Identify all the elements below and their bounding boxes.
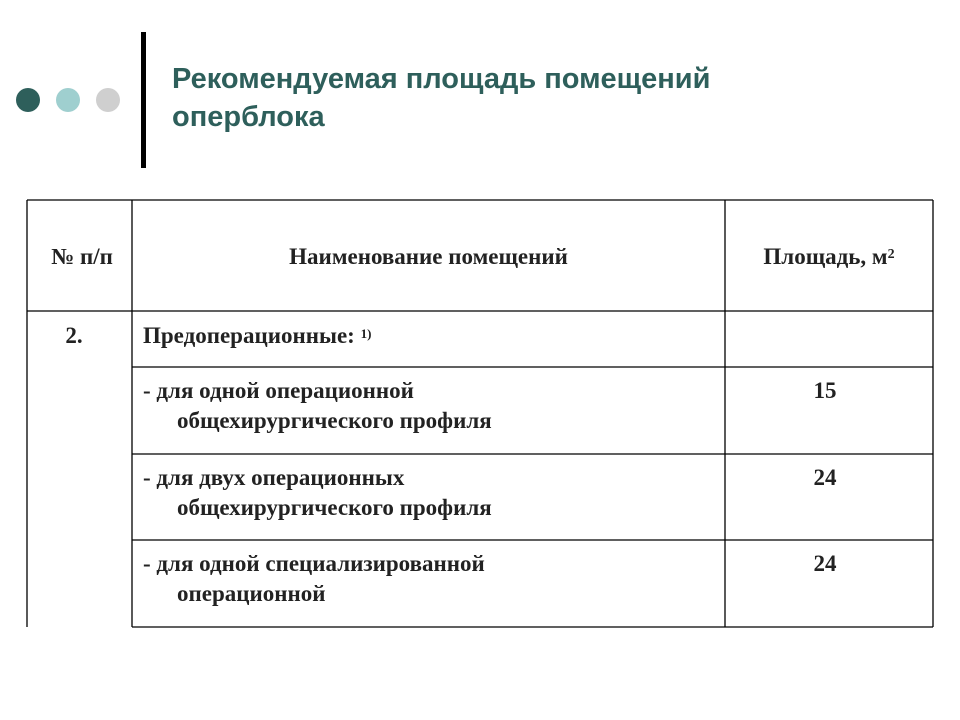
table-row-area: 24	[813, 465, 837, 490]
group-label-text: Предоперационные:	[143, 323, 361, 348]
header-area-label: Площадь, м	[763, 244, 888, 269]
table-row-area: 24	[813, 551, 837, 576]
header-number: № п/п	[51, 244, 113, 269]
group-label	[143, 321, 713, 351]
row-number: 2.	[65, 323, 83, 348]
slide-title-line-2: оперблока	[172, 101, 325, 133]
slide-title-line-1: Рекомендуемая площадь помещений	[172, 63, 711, 95]
row-name-line-2: общехирургического профиля	[177, 495, 492, 520]
header-area	[725, 242, 933, 272]
table-row-area: 15	[813, 378, 837, 403]
row-name-line-2: операционной	[177, 581, 326, 606]
row-name-line-1: - для одной специализированной	[143, 551, 485, 576]
header-room-name: Наименование помещений	[289, 244, 568, 269]
table-row-name	[143, 549, 713, 609]
row-name-line-1: - для одной операционной	[143, 378, 414, 403]
row-name-line-2: общехирургического профиля	[177, 408, 492, 433]
table-row-name	[143, 463, 713, 523]
group-footnote-mark: 1)	[360, 326, 372, 341]
header-area-superscript: 2	[887, 247, 895, 262]
row-name-line-1: - для двух операционных	[143, 465, 405, 490]
table-row-name	[143, 376, 713, 436]
